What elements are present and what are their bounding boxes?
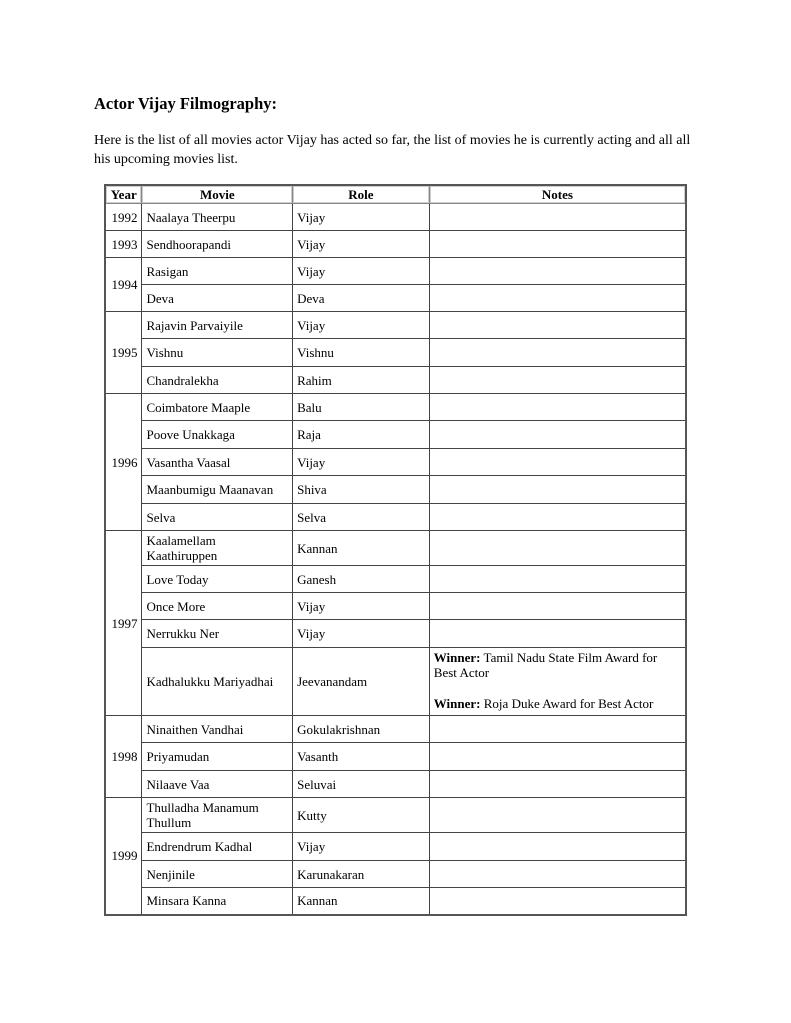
movie-cell: Chandralekha [142, 367, 293, 394]
header-year: Year [105, 185, 142, 204]
movie-cell: Maanbumigu Maanavan [142, 476, 293, 504]
award-label: Winner: [433, 696, 481, 711]
table-row [105, 339, 686, 367]
role-cell: Vijay [293, 312, 430, 339]
role-cell: Vijay [293, 204, 430, 231]
notes-cell [429, 771, 686, 798]
page-title: Actor Vijay Filmography: [94, 94, 278, 113]
table-row [105, 798, 686, 833]
notes-cell [429, 798, 686, 833]
notes-cell [429, 339, 686, 367]
movie-cell: Rasigan [142, 258, 293, 285]
table-row [105, 861, 686, 888]
notes-cell [429, 285, 686, 312]
role-cell: Karunakaran [293, 861, 430, 888]
role-cell: Ganesh [293, 566, 430, 593]
movie-cell: Nenjinile [142, 861, 293, 888]
table-row [105, 593, 686, 620]
role-cell: Balu [293, 394, 430, 421]
notes-cell [429, 566, 686, 593]
movie-cell: Naalaya Theerpu [142, 204, 293, 231]
role-cell: Vijay [293, 620, 430, 648]
role-cell: Jeevanandam [293, 648, 430, 716]
movie-cell: Love Today [142, 566, 293, 593]
role-cell: Vasanth [293, 743, 430, 771]
movie-cell: Deva [142, 285, 293, 312]
role-cell: Vishnu [293, 339, 430, 367]
filmography-table [104, 184, 687, 916]
movie-cell: Rajavin Parvaiyile [142, 312, 293, 339]
table-row [105, 394, 686, 421]
year-cell: 1993 [105, 231, 142, 258]
role-cell: Gokulakrishnan [293, 716, 430, 743]
award-text: Tamil Nadu State Film Award for Best Actor [433, 650, 658, 680]
table-row [105, 771, 686, 798]
notes-cell [429, 421, 686, 449]
movie-cell: Vasantha Vaasal [142, 449, 293, 476]
table-row [105, 648, 686, 716]
header-role: Role [293, 185, 430, 204]
notes-cell [429, 449, 686, 476]
intro-paragraph: Here is the list of all movies actor Vijay has acted so far, the list of movies he is currently acting and all all his upcoming movies list. [94, 133, 691, 167]
notes-cell [429, 833, 686, 861]
table-row [105, 449, 686, 476]
year-cell: 1998 [105, 716, 142, 798]
movie-cell: Sendhoorapandi [142, 231, 293, 258]
table-row [105, 531, 686, 566]
notes-cell [429, 888, 686, 915]
table-row [105, 285, 686, 312]
header-row [105, 185, 686, 204]
role-cell: Raja [293, 421, 430, 449]
role-cell: Kannan [293, 531, 430, 566]
year-cell: 1995 [105, 312, 142, 394]
notes-cell [429, 394, 686, 421]
notes-cell [429, 258, 686, 285]
table-row [105, 743, 686, 771]
movie-cell: Vishnu [142, 339, 293, 367]
table-row [105, 888, 686, 915]
notes-cell [429, 593, 686, 620]
notes-cell [429, 648, 686, 716]
movie-cell: Once More [142, 593, 293, 620]
role-cell: Rahim [293, 367, 430, 394]
role-cell: Deva [293, 285, 430, 312]
movie-cell: Selva [142, 504, 293, 531]
award-note [434, 696, 681, 711]
role-cell: Kannan [293, 888, 430, 915]
movie-cell: Endrendrum Kadhal [142, 833, 293, 861]
notes-cell [429, 743, 686, 771]
movie-cell: Coimbatore Maaple [142, 394, 293, 421]
movie-cell: Kadhalukku Mariyadhai [142, 648, 293, 716]
notes-cell [429, 716, 686, 743]
role-cell: Vijay [293, 231, 430, 258]
role-cell: Shiva [293, 476, 430, 504]
award-text: Roja Duke Award for Best Actor [480, 696, 654, 711]
table-row [105, 566, 686, 593]
table-row [105, 258, 686, 285]
movie-cell: Poove Unakkaga [142, 421, 293, 449]
table-row [105, 504, 686, 531]
notes-cell [429, 367, 686, 394]
notes-cell [429, 620, 686, 648]
role-cell: Vijay [293, 833, 430, 861]
role-cell: Vijay [293, 449, 430, 476]
year-cell: 1999 [105, 798, 142, 915]
header-notes: Notes [429, 185, 686, 204]
table-row [105, 833, 686, 861]
notes-cell [429, 531, 686, 566]
table-row [105, 476, 686, 504]
award-note [434, 650, 681, 680]
award-label: Winner: [433, 650, 481, 665]
movie-cell: Kaalamellam Kaathiruppen [142, 531, 293, 566]
role-cell: Vijay [293, 593, 430, 620]
year-cell: 1994 [105, 258, 142, 312]
movie-cell: Ninaithen Vandhai [142, 716, 293, 743]
table-row [105, 421, 686, 449]
movie-cell: Minsara Kanna [142, 888, 293, 915]
table-row [105, 231, 686, 258]
table-row [105, 367, 686, 394]
notes-cell [429, 476, 686, 504]
movie-cell: Nilaave Vaa [142, 771, 293, 798]
table-row [105, 312, 686, 339]
year-cell: 1997 [105, 531, 142, 716]
movie-cell: Priyamudan [142, 743, 293, 771]
table-row [105, 204, 686, 231]
movie-cell: Nerrukku Ner [142, 620, 293, 648]
header-movie: Movie [142, 185, 293, 204]
role-cell: Seluvai [293, 771, 430, 798]
notes-cell [429, 861, 686, 888]
table-body [105, 204, 686, 915]
year-cell: 1992 [105, 204, 142, 231]
table-row [105, 716, 686, 743]
notes-cell [429, 504, 686, 531]
movie-cell: Thulladha Manamum Thullum [142, 798, 293, 833]
role-cell: Selva [293, 504, 430, 531]
notes-cell [429, 231, 686, 258]
table-row [105, 620, 686, 648]
notes-cell [429, 204, 686, 231]
role-cell: Vijay [293, 258, 430, 285]
year-cell: 1996 [105, 394, 142, 531]
role-cell: Kutty [293, 798, 430, 833]
notes-cell [429, 312, 686, 339]
